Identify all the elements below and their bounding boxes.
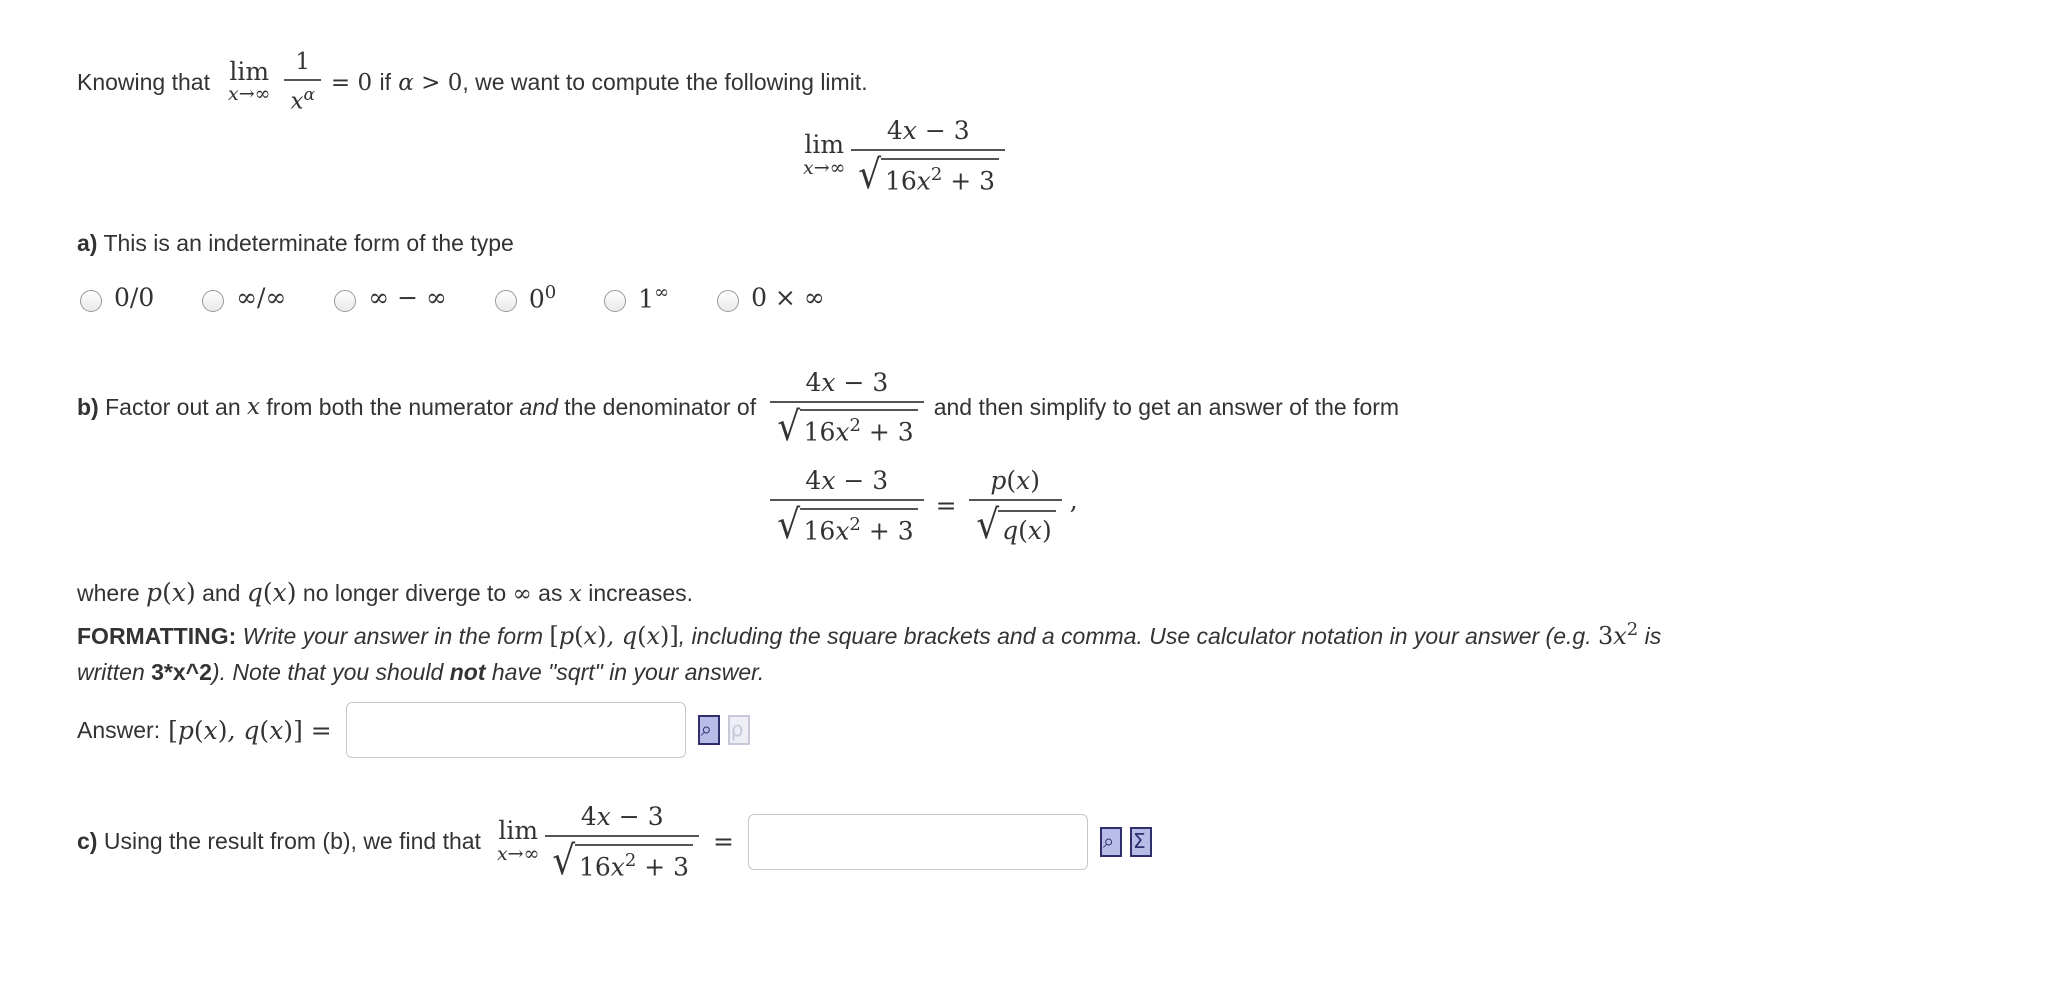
var-x: x bbox=[247, 394, 261, 420]
lim-word: lim bbox=[804, 130, 845, 160]
option-1-pow-inf[interactable] bbox=[604, 282, 669, 313]
option-label: 1∞ bbox=[638, 282, 670, 314]
part-b-text: from both the numerator bbox=[266, 393, 514, 420]
main-numerator: 4x − 3 bbox=[886, 116, 970, 145]
equals-sign: = bbox=[713, 827, 734, 856]
example-math: $3x^2$ bbox=[1597, 619, 1639, 650]
part-c-fraction bbox=[545, 802, 699, 884]
fraction-numerator: 4x − 3 bbox=[580, 802, 664, 831]
part-c-row bbox=[77, 802, 1152, 884]
radio-button[interactable] bbox=[80, 290, 102, 312]
intro-condition: = 0 if α > 0 bbox=[330, 68, 463, 96]
where-text: increases. bbox=[588, 580, 694, 606]
part-b-text: and then simplify to get an answer of the form bbox=[933, 393, 1400, 420]
where-text: where bbox=[77, 580, 140, 606]
example-calc: 3*x^2 bbox=[151, 659, 212, 685]
form-bracket: [p(x), q(x)] bbox=[549, 622, 679, 650]
lim-subscript: x→∞ bbox=[803, 156, 846, 179]
main-fraction bbox=[851, 116, 1005, 198]
part-a-prompt bbox=[77, 230, 514, 257]
part-b-text: Factor out an bbox=[105, 393, 241, 420]
option-label: 0 × ∞ bbox=[751, 283, 825, 313]
p-of-x: p(x) bbox=[146, 578, 196, 607]
radio-button[interactable] bbox=[604, 290, 626, 312]
equation-rhs bbox=[969, 466, 1062, 548]
part-b-label: b) bbox=[77, 393, 99, 420]
fraction-denominator: √ $16x^2 + 3$ bbox=[770, 403, 924, 447]
part-b-text: the denominator of bbox=[564, 393, 757, 420]
formatting-text: ). Note that you should bbox=[211, 659, 444, 685]
fraction-denominator: √ $16x^2 + 3$ bbox=[545, 837, 699, 881]
part-a-options bbox=[80, 282, 873, 313]
emphasis-not: not bbox=[449, 659, 486, 685]
var-x: x bbox=[568, 581, 582, 607]
preview-icon[interactable]: ⌕ bbox=[698, 715, 720, 745]
option-label: $0^0$ bbox=[528, 282, 557, 314]
equation-editor-icon: ρ bbox=[728, 715, 750, 745]
option-label: ∞/∞ bbox=[236, 283, 287, 313]
part-b-answer-row bbox=[77, 702, 750, 758]
option-0-times-inf[interactable] bbox=[717, 283, 825, 312]
part-b-equation bbox=[770, 466, 1078, 548]
main-limit bbox=[803, 116, 1005, 198]
fraction-numerator: p(x) bbox=[990, 466, 1040, 495]
formatting-text: , including the square brackets and a comma. Use calculator notation in your answer (e.g. bbox=[678, 623, 1592, 649]
equals-sign: = bbox=[935, 491, 957, 520]
answer-label: Answer: bbox=[77, 716, 161, 743]
fraction-numerator: 4x − 3 bbox=[805, 466, 889, 495]
emphasis-and: and bbox=[519, 393, 558, 420]
formatting-text: is bbox=[1644, 623, 1662, 649]
radio-button[interactable] bbox=[202, 290, 224, 312]
equation-lhs bbox=[770, 466, 924, 548]
part-b-fraction bbox=[770, 367, 924, 450]
part-c-label: c) bbox=[77, 828, 98, 854]
fraction-denominator: √ $16x^2 + 3$ bbox=[770, 501, 924, 545]
lim-word: lim bbox=[498, 816, 539, 846]
intro-prefix: Knowing that bbox=[77, 68, 210, 95]
where-text: no longer diverge to ∞ as bbox=[302, 580, 563, 607]
where-text: and bbox=[202, 580, 241, 606]
radio-button[interactable] bbox=[495, 290, 517, 312]
trailing-comma: , bbox=[1069, 486, 1078, 515]
lim-subscript: x→∞ bbox=[227, 83, 271, 106]
intro-suffix: , we want to compute the following limit. bbox=[462, 68, 868, 95]
sigma-icon[interactable]: Σ bbox=[1130, 827, 1152, 857]
part-c-lim bbox=[497, 818, 539, 864]
fraction-denominator: $x^\alpha$ bbox=[290, 85, 315, 115]
part-a-label: a) bbox=[77, 230, 98, 256]
radio-button[interactable] bbox=[334, 290, 356, 312]
main-lim bbox=[803, 132, 845, 178]
main-denominator: √ $16x^2 + 3$ bbox=[851, 151, 1005, 195]
option-label: 0/0 bbox=[114, 283, 155, 313]
option-0-pow-0[interactable] bbox=[495, 282, 556, 313]
radio-button[interactable] bbox=[717, 290, 739, 312]
q-of-x: q(x) bbox=[246, 578, 297, 607]
fraction-denominator: √ q(x) bbox=[969, 501, 1062, 545]
part-c-answer-input[interactable] bbox=[748, 814, 1088, 870]
intro-line bbox=[77, 42, 868, 122]
where-line bbox=[77, 578, 693, 607]
formatting-text: written bbox=[77, 659, 145, 685]
formatting-label: FORMATTING: bbox=[77, 623, 237, 649]
part-b-answer-input[interactable] bbox=[346, 702, 686, 758]
option-0-over-0[interactable] bbox=[80, 283, 154, 312]
fraction-numerator: 4x − 3 bbox=[805, 367, 889, 397]
option-label: ∞ − ∞ bbox=[368, 283, 447, 313]
intro-limit bbox=[227, 56, 271, 106]
formatting-text: have "sqrt" in your answer. bbox=[491, 659, 765, 685]
option-inf-over-inf[interactable] bbox=[202, 283, 286, 312]
answer-math: [p(x), q(x)] = bbox=[168, 715, 332, 745]
part-a-text: This is an indeterminate form of the type bbox=[103, 230, 514, 256]
formatting-instructions bbox=[77, 612, 1797, 690]
part-c-text: Using the result from (b), we find that bbox=[103, 828, 481, 854]
formatting-text: Write your answer in the form bbox=[242, 623, 544, 649]
intro-fraction bbox=[284, 49, 320, 115]
lim-word: lim bbox=[229, 56, 270, 86]
lim-subscript: x→∞ bbox=[496, 842, 540, 865]
part-b-prompt bbox=[77, 352, 1399, 462]
option-inf-minus-inf[interactable] bbox=[334, 283, 447, 312]
preview-icon[interactable]: ⌕ bbox=[1100, 827, 1122, 857]
fraction-numerator: 1 bbox=[295, 49, 310, 76]
